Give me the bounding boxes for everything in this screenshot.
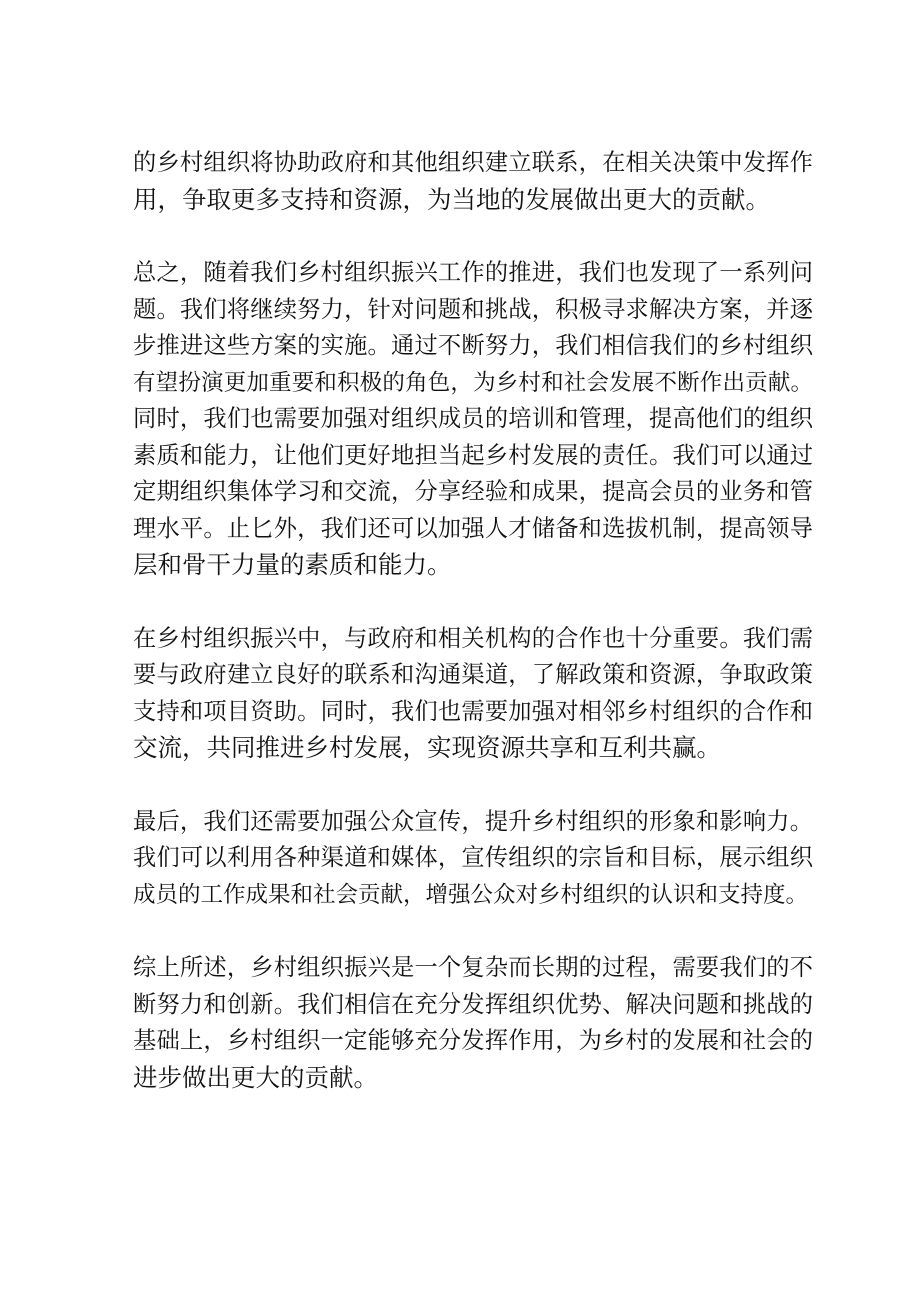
text-line: 同时，我们也需要加强对组织成员的培训和管理，提高他们的组织 bbox=[133, 405, 813, 432]
text-line: 综上所述，乡村组织振兴是一个复杂而长期的过程，需要我们的不 bbox=[133, 954, 813, 981]
text-line: 进步做出更大的贡献。 bbox=[133, 1062, 378, 1092]
text-line: 支持和项目资助。同时，我们也需要加强对相邻乡村组织的合作和 bbox=[133, 697, 813, 725]
text-line: 断努力和创新。我们相信在充分发挥组织优势、解决问题和挑战的 bbox=[133, 990, 813, 1018]
text-line: 题。我们将继续努力，针对问题和挑战，积极寻求解决方案，并逐 bbox=[133, 295, 813, 323]
paragraph-5 bbox=[133, 950, 813, 1096]
text-line: 我们可以利用各种渠道和媒体，宣传组织的宗旨和目标，展示组织 bbox=[133, 844, 813, 871]
text-line: 成员的工作成果和社会贡献，增强公众对乡村组织的认识和支持度。 bbox=[133, 881, 809, 908]
text-line: 最后，我们还需要加强公众宣传，提升乡村组织的形象和影响力。 bbox=[133, 807, 813, 835]
text-line: 的乡村组织将协助政府和其他组织建立联系，在相关决策中发挥作 bbox=[133, 149, 813, 176]
text-line: 步推进这些方案的实施。通过不断努力，我们相信我们的乡村组织 bbox=[133, 332, 813, 359]
text-line: 交流，共同推进乡村发展，实现资源共享和互利共赢。 bbox=[133, 733, 721, 762]
text-line: 层和骨干力量的素质和能力。 bbox=[133, 550, 452, 579]
text-line: 要与政府建立良好的联系和沟通渠道，了解政策和资源，争取政策 bbox=[133, 661, 813, 688]
text-line: 素质和能力，让他们更好地担当起乡村发展的责任。我们可以通过 bbox=[133, 441, 813, 469]
document-body bbox=[133, 145, 813, 1133]
paragraph-1 bbox=[133, 145, 813, 218]
text-line: 在乡村组织振兴中，与政府和相关机构的合作也十分重要。我们需 bbox=[133, 624, 813, 652]
text-line: 有望扮演更加重要和积极的角色，为乡村和社会发展不断作出贡献。 bbox=[133, 369, 813, 396]
text-line: 用，争取更多支持和资源，为当地的发展做出更大的贡献。 bbox=[133, 184, 770, 214]
text-line: 理水平。止匕外，我们还可以加强人才储备和选拔机制，提高领导 bbox=[133, 514, 813, 542]
paragraph-2 bbox=[133, 255, 813, 584]
text-line: 总之，随着我们乡村组织振兴工作的推进，我们也发现了一系列问 bbox=[133, 259, 813, 286]
paragraph-3 bbox=[133, 621, 813, 767]
paragraph-4 bbox=[133, 804, 813, 914]
text-line: 定期组织集体学习和交流，分享经验和成果，提高会员的业务和管 bbox=[133, 478, 813, 505]
text-line: 基础上，乡村组织一定能够充分发挥作用，为乡村的发展和社会的 bbox=[133, 1027, 813, 1054]
